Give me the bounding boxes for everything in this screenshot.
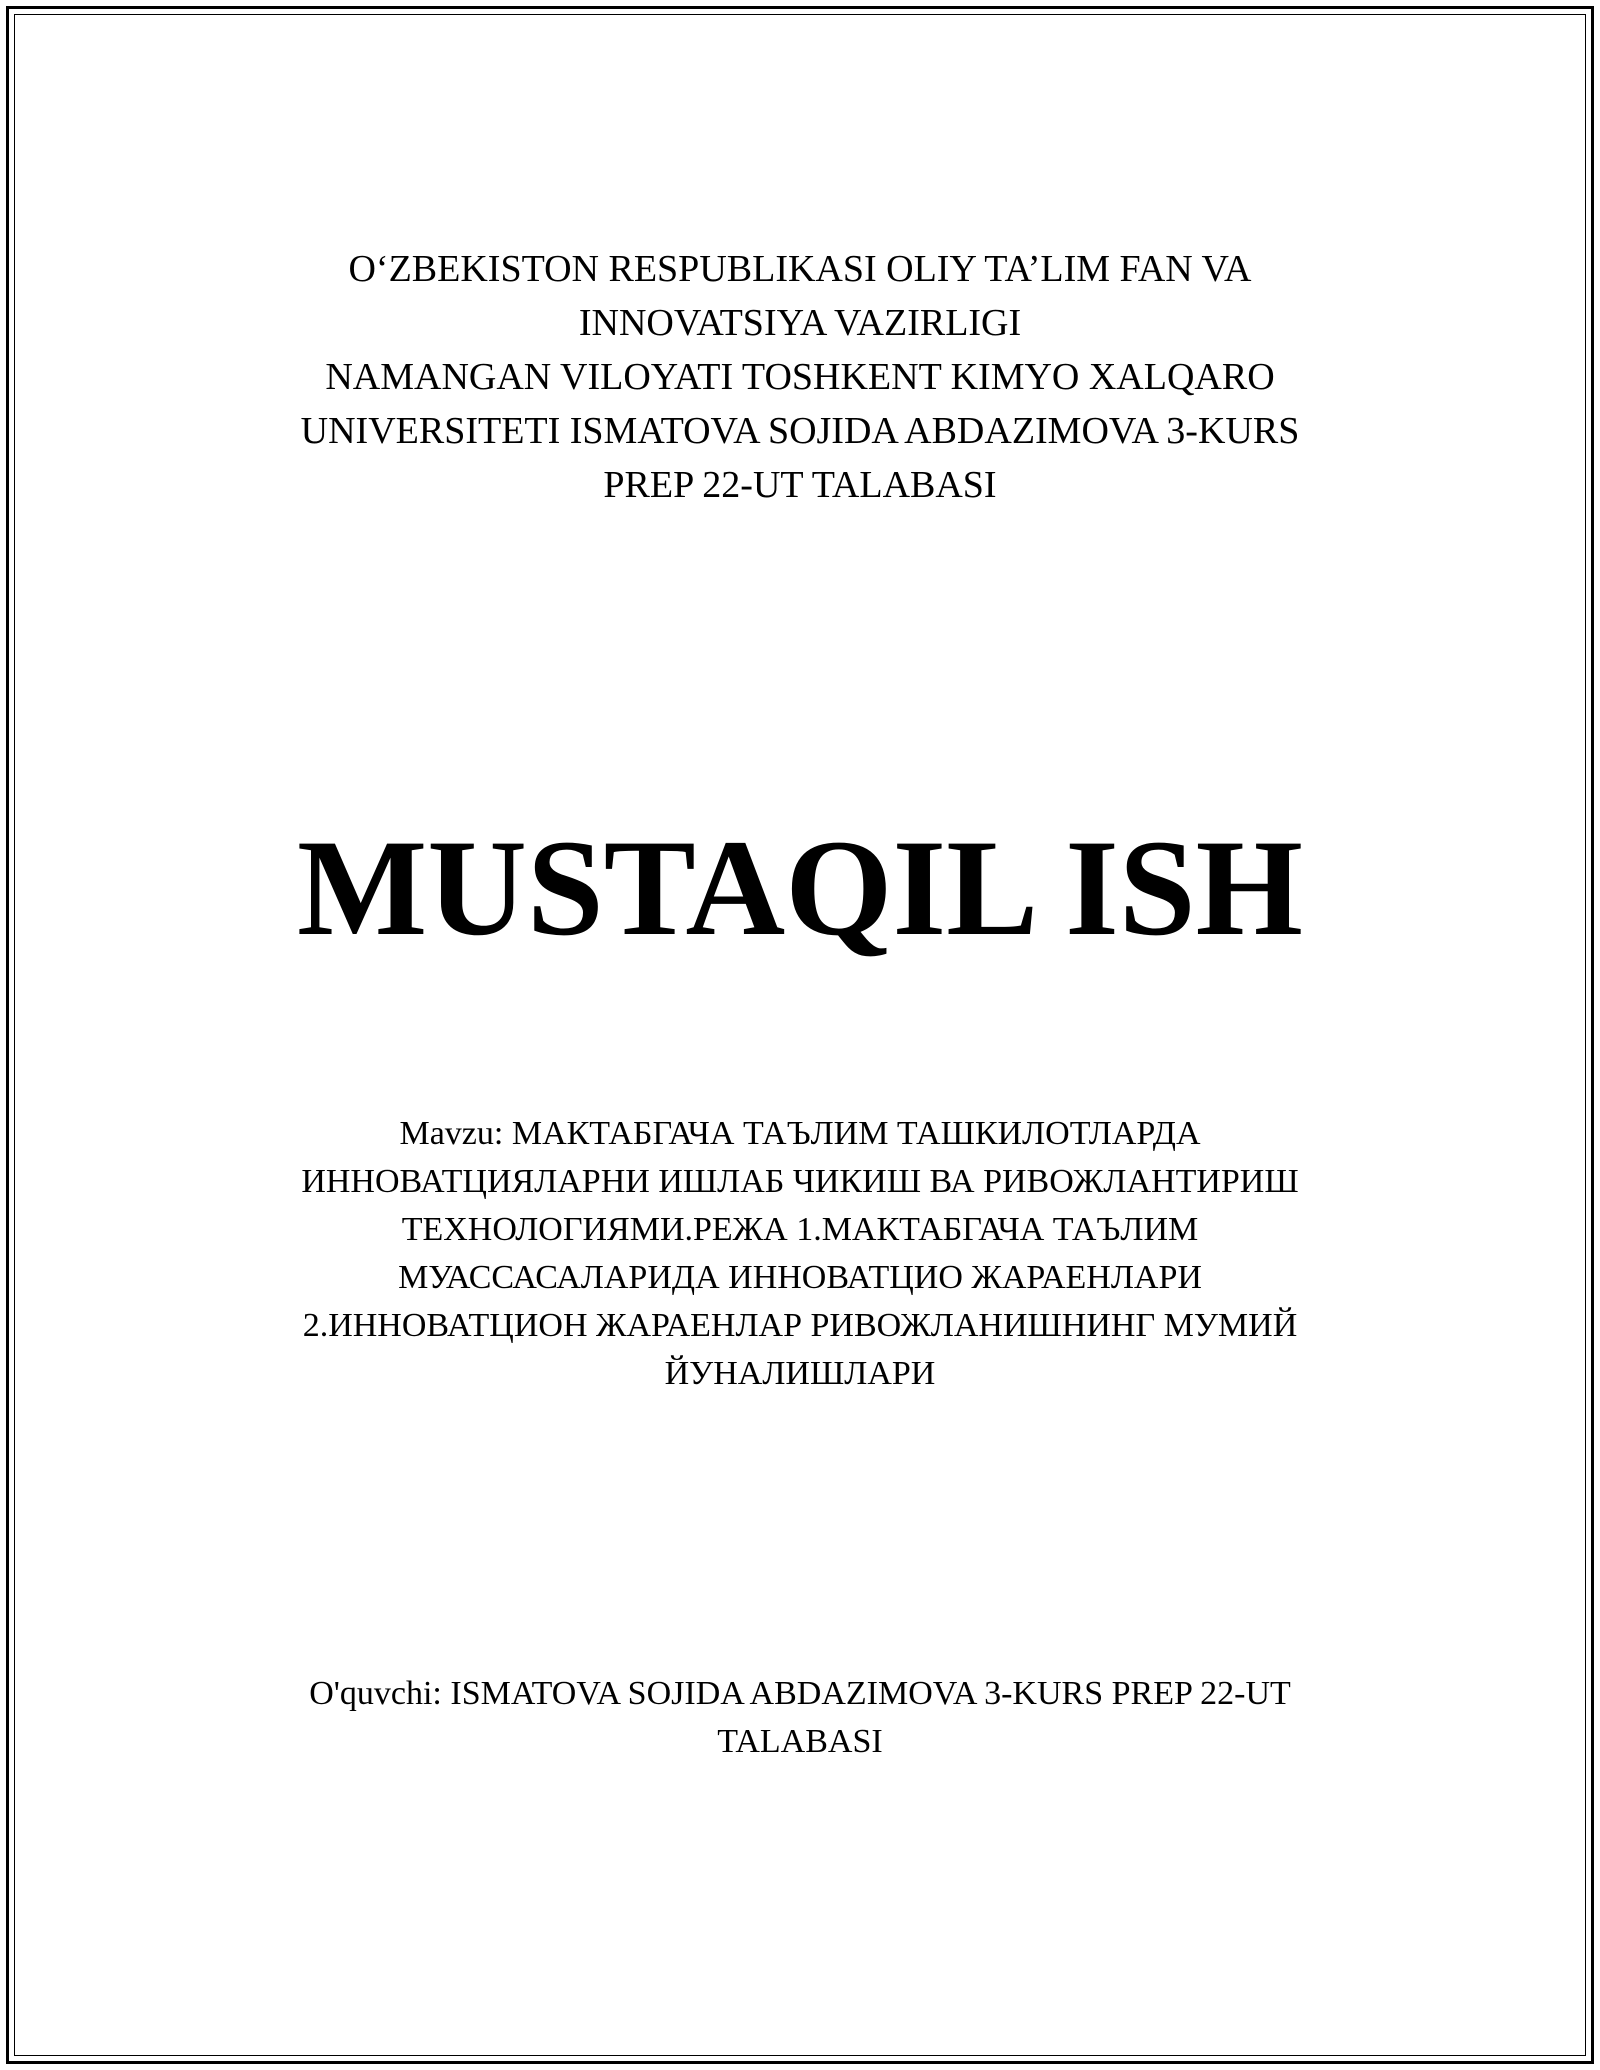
header-line: NAMANGAN VILOYATI TOSHKENT KIMYO XALQARO	[325, 356, 1275, 398]
topic-block	[0, 1110, 1600, 1398]
header-line: O‘ZBEKISTON RESPUBLIKASI OLIY TA’LIM FAN VA	[348, 248, 1252, 290]
topic-line: ИННОВАТЦИЯЛАРНИ ИШЛАБ ЧИКИШ ВА РИВОЖЛАНТИРИШ	[301, 1163, 1299, 1200]
ministry-header	[0, 242, 1600, 512]
header-line: INNOVATSIYA VAZIRLIGI	[578, 302, 1022, 344]
topic-line: МУАССАСАЛАРИДА ИННОВАТЦИО ЖАРАЕНЛАРИ	[398, 1259, 1202, 1296]
topic-line: Mavzu: МАКТАБГАЧА ТАЪЛИМ ТАШКИЛОТЛАРДА	[399, 1115, 1201, 1152]
header-line: UNIVERSITETI ISMATOVA SOJIDA ABDAZIMOVA 3-KURS	[300, 410, 1300, 452]
topic-line: 2.ИННОВАТЦИОН ЖАРАЕНЛАР РИВОЖЛАНИШНИНГ МУМИЙ	[302, 1307, 1298, 1344]
header-line: PREP 22-UT TALABASI	[603, 464, 997, 506]
topic-line: ТЕХНОЛОГИЯМИ.РЕЖА 1.МАКТАБГАЧА ТАЪЛИМ	[401, 1211, 1199, 1248]
document-title: MUSTAQIL ISH	[297, 811, 1303, 964]
topic-line: ЙУНАЛИШЛАРИ	[664, 1355, 936, 1392]
student-info	[0, 1670, 1600, 1766]
student-line: TALABASI	[717, 1723, 883, 1760]
student-line: O'quvchi: ISMATOVA SOJIDA ABDAZIMOVA 3-KURS PREP 22-UT	[309, 1675, 1291, 1712]
